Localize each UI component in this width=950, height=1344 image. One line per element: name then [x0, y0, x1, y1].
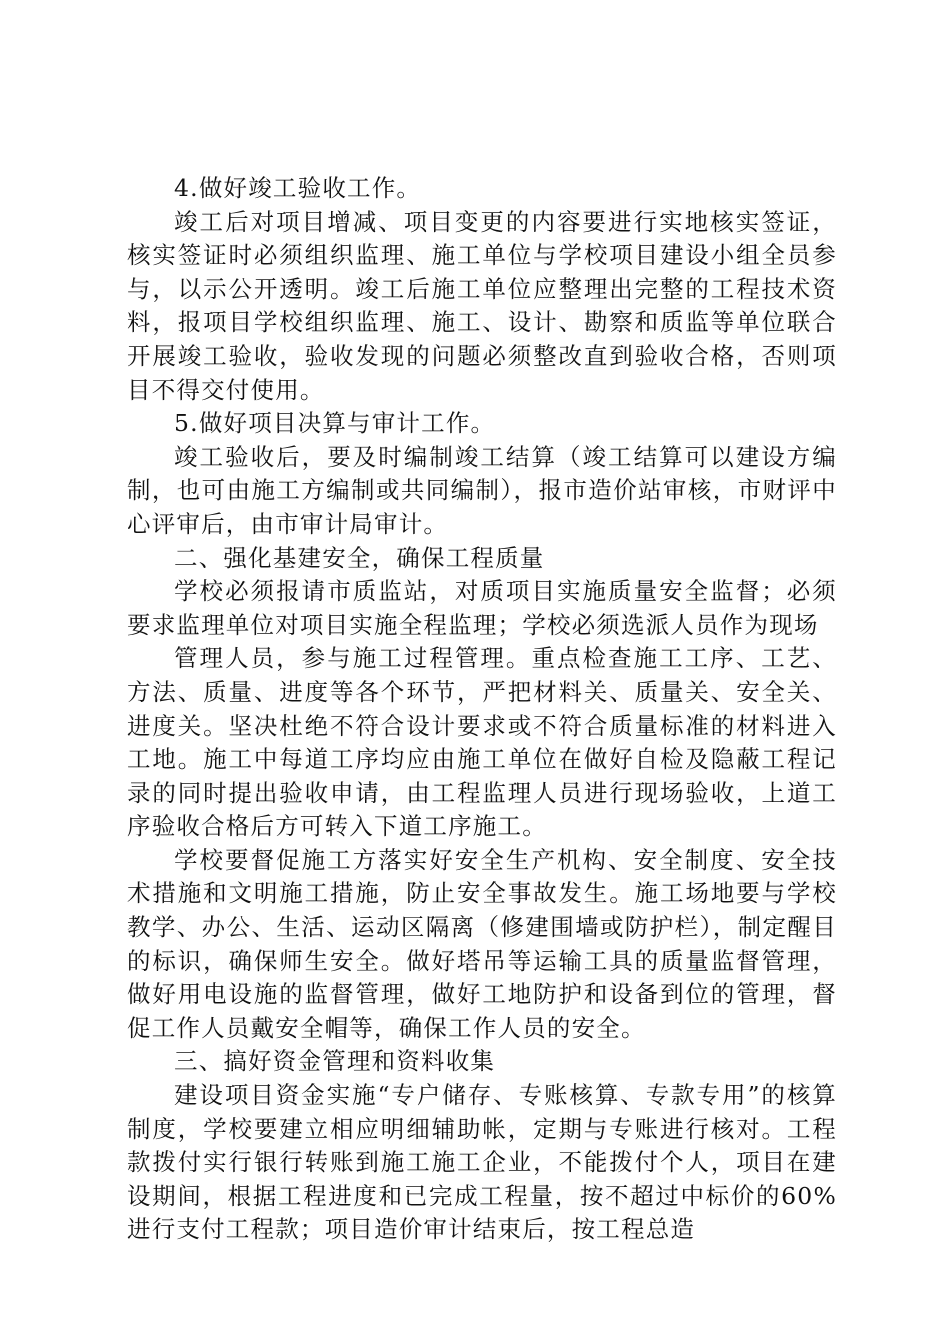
- body-paragraph: 竣工后对项目增减、项目变更的内容要进行实地核实签证，核实签证时必须组织监理、施工单位与学校项目建设小组全员参与，以示公开透明。竣工后施工单位应整理出完整的工程技术资料，报项目学校组织监理、施工、设计、勘察和质监等单位联合开展竣工验收，验收发现的问题必须整改直到验收合格，否则项目不得交付使用。: [127, 207, 837, 404]
- body-paragraph: 竣工验收后，要及时编制竣工结算（竣工结算可以建设方编制，也可由施工方编制或共同编制），报市造价站审核，市财评中心评审后，由市审计局审计。: [127, 442, 837, 538]
- body-paragraph: 管理人员，参与施工过程管理。重点检查施工工序、工艺、方法、质量、进度等各个环节，严把材料关、质量关、安全关、进度关。坚决杜绝不符合设计要求或不符合质量标准的材料进入工地。施工中每道工序均应由施工单位在做好自检及隐蔽工程记录的同时提出验收申请，由工程监理人员进行现场验收，上道工序验收合格后方可转入下道工序施工。: [127, 644, 837, 841]
- body-paragraph: 建设项目资金实施“专户储存、专账核算、专款专用”的核算制度，学校要建立相应明细辅助帐，定期与专账进行核对。工程款拨付实行银行转账到施工施工企业，不能拨付个人，项目在建设期间，根据工程进度和已完成工程量，按不超过中标价的60%进行支付工程款；项目造价审计结束后，按工程总造: [127, 1081, 837, 1244]
- body-paragraph: 学校必须报请市质监站，对质项目实施质量安全监督；必须要求监理单位对项目实施全程监理；学校必须选派人员作为现场: [127, 577, 837, 639]
- section-heading: 三、搞好资金管理和资料收集: [174, 1047, 496, 1076]
- section-heading: 5.做好项目决算与审计工作。: [174, 409, 496, 438]
- section-heading: 二、强化基建安全，确保工程质量: [174, 543, 545, 572]
- document-body: [127, 172, 837, 1247]
- body-paragraph: 学校要督促施工方落实好安全生产机构、安全制度、安全技术措施和文明施工措施，防止安全事故发生。施工场地要与学校教学、办公、生活、运动区隔离（修建围墙或防护栏），制定醒目的标识，确保师生安全。做好塔吊等运输工具的质量监督管理，做好用电设施的监督管理，做好工地防护和设备到位的管理，督促工作人员戴安全帽等，确保工作人员的安全。: [127, 845, 837, 1042]
- section-heading: 4.做好竣工验收工作。: [174, 174, 422, 202]
